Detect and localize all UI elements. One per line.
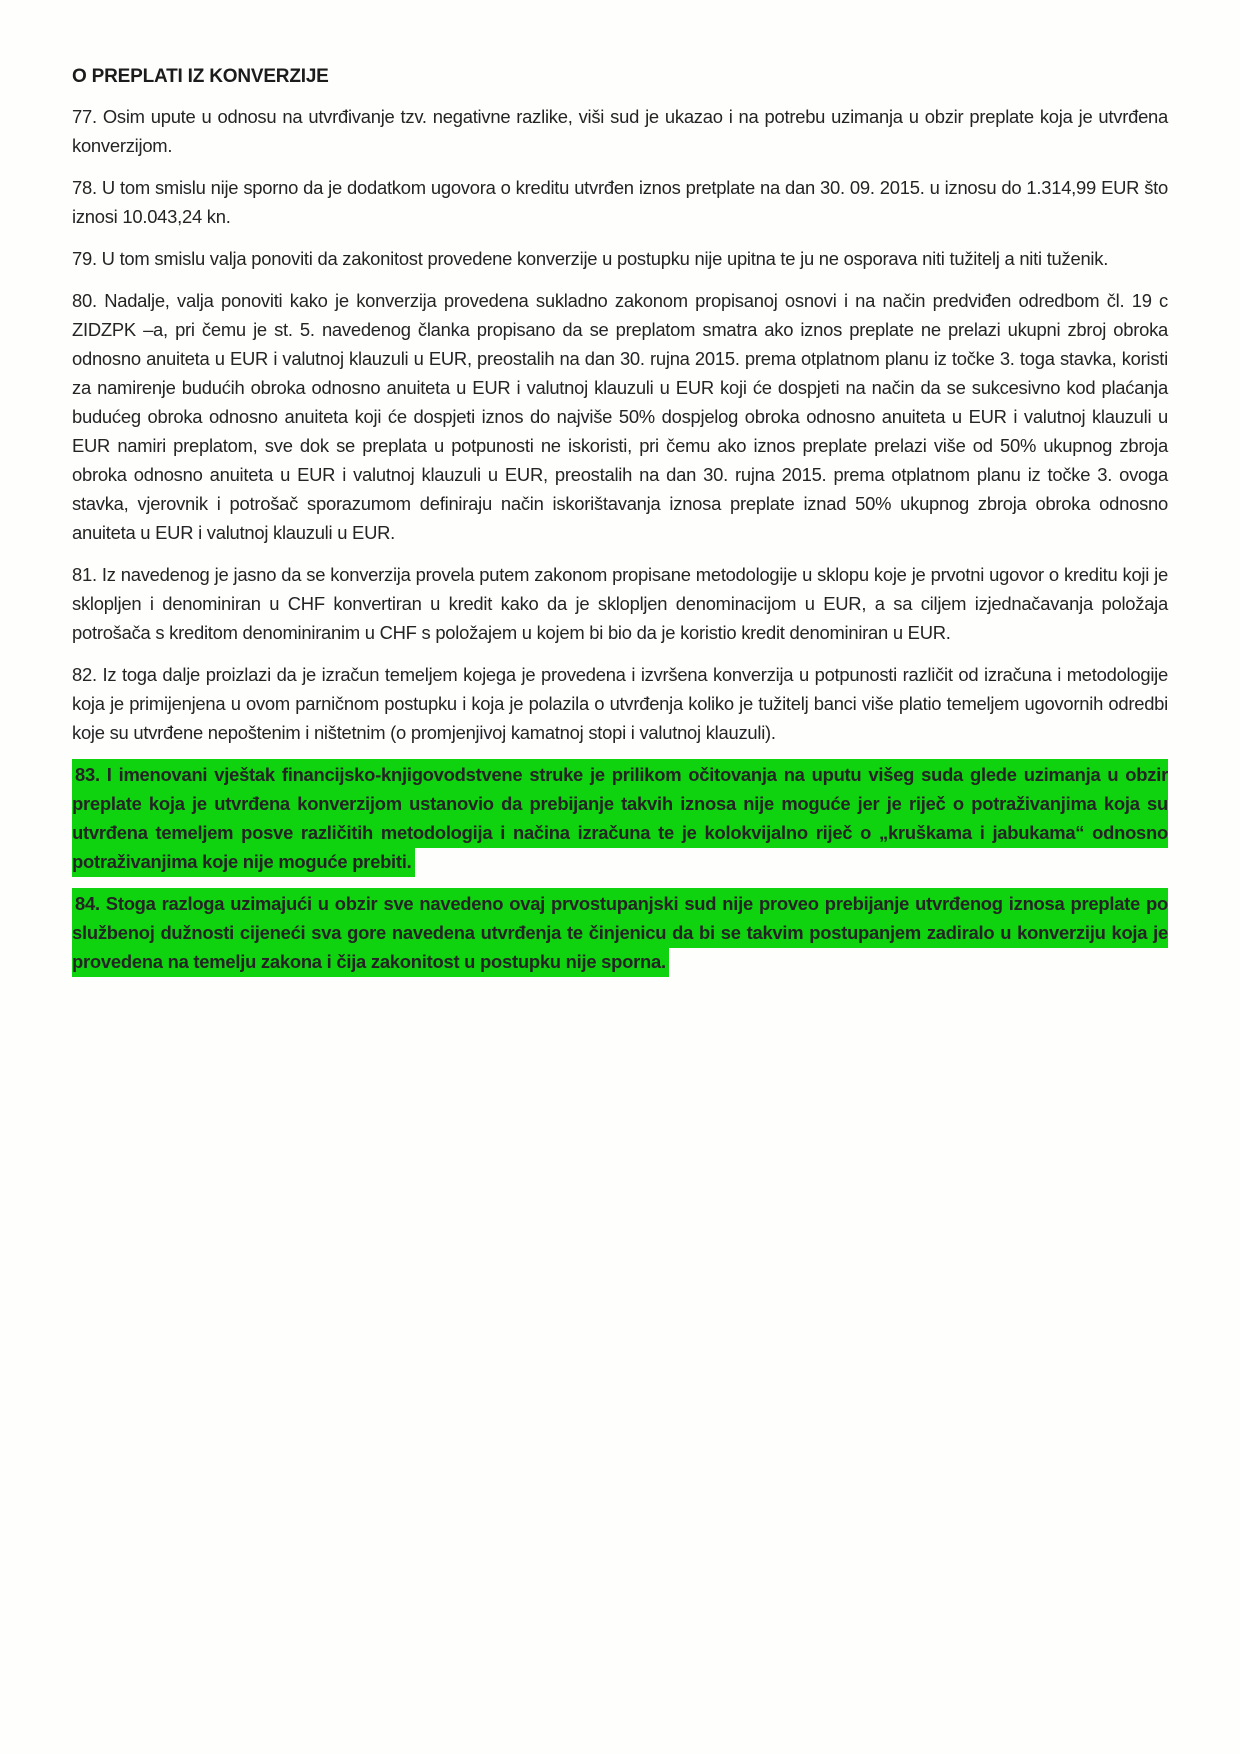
paragraph-80: 80. Nadalje, valja ponoviti kako je konverzija provedena sukladno zakonom propisanoj osnovi i na način predviđen odredbom čl. 19 c ZIDZPK –a, pri čemu je st. 5. navedenog članka propisano da se preplatom smatra ako iznos preplate ne prelazi ukupni zbroj obroka odnosno anuiteta u EUR i valutnoj klauzuli u EUR, preostalih na dan 30. rujna 2015. prema otplatnom planu iz točke 3. toga stavka, koristi za namirenje budućih obroka odnosno anuiteta u EUR i valutnoj klauzuli u EUR koji će dospjeti na način da se sukcesivno kod plaćanja budućeg obroka odnosno anuiteta koji će dospjeti iznos do najviše 50% dospjelog obroka odnosno anuiteta u EUR i valutnoj klauzuli u EUR namiri preplatom, sve dok se preplata u potpunosti ne iskoristi, pri čemu ako iznos preplate prelazi više od 50% ukupnog zbroja obroka odnosno anuiteta u EUR i valutnoj klauzuli u EUR, preostalih na dan 30. rujna 2015. prema otplatnom planu iz točke 3. ovoga stavka, vjerovnik i potrošač sporazumom definiraju način iskorištavanja iznosa preplate iznad 50% ukupnog zbroja obroka odnosno anuiteta u EUR i valutnoj klauzuli u EUR. — [72, 290, 1168, 543]
highlighted-text-83: 83. I imenovani vještak financijsko-knjigovodstvene struke je prilikom očitovanja na uputu višeg suda glede uzimanja u obzir preplate koja je utvrđena konverzijom ustanovio da prebijanje takvih iznosa nije moguće jer je riječ o potraživanjima koja su utvrđena temeljem posve različitih metodologija i načina izračuna te je kolokvijalno riječ o „kruškama i jabukama“ odnosno potraživanjima koje nije moguće prebiti. — [72, 759, 1168, 877]
paragraph-82: 82. Iz toga dalje proizlazi da je izračun temeljem kojega je provedena i izvršena konverzija u potpunosti različit od izračuna i metodologije koja je primijenjena u ovom parničnom postupku i koja je polazila o utvrđenja koliko je tužitelj banci više platio temeljem ugovornih odredbi koje su utvrđene nepoštenim i ništetnim (o promjenjivoj kamatnoj stopi i valutnoj klauzuli). — [72, 664, 1168, 743]
section-heading: O PREPLATI IZ KONVERZIJE — [72, 66, 329, 87]
paragraph-79: 79. U tom smislu valja ponoviti da zakonitost provedene konverzije u postupku nije upitna te ju ne osporava niti tužitelj a niti tuženik. — [72, 248, 1109, 269]
paragraph-81: 81. Iz navedenog je jasno da se konverzija provela putem zakonom propisane metodologije u sklopu koje je prvotni ugovor o kreditu koji je sklopljen i denominiran u CHF konvertiran u kredit kako da je sklopljen denominacijom u EUR, a sa ciljem izjednačavanja položaja potrošača s kreditom denominiranim u CHF s položajem u kojem bi bio da je koristio kredit denominiran u EUR. — [72, 564, 1168, 643]
paragraph-77: 77. Osim upute u odnosu na utvrđivanje tzv. negativne razlike, viši sud je ukazao i na potrebu uzimanja u obzir preplate koja je utvrđena konverzijom. — [72, 106, 1168, 156]
paragraph-78: 78. U tom smislu nije sporno da je dodatkom ugovora o kreditu utvrđen iznos pretplate na dan 30. 09. 2015. u iznosu do 1.314,99 EUR što iznosi 10.043,24 kn. — [72, 177, 1168, 227]
paragraph-84-highlighted — [72, 889, 1168, 976]
highlighted-text-84: 84. Stoga razloga uzimajući u obzir sve navedeno ovaj prvostupanjski sud nije proveo prebijanje utvrđenog iznosa preplate po službenoj dužnosti cijeneći sva gore navedena utvrđenja te činjenicu da bi se takvim postupanjem zadiralo u konverziju koja je provedena na temelju zakona i čija zakonitost u postupku nije sporna. — [72, 888, 1168, 977]
paragraph-83-highlighted — [72, 760, 1168, 876]
